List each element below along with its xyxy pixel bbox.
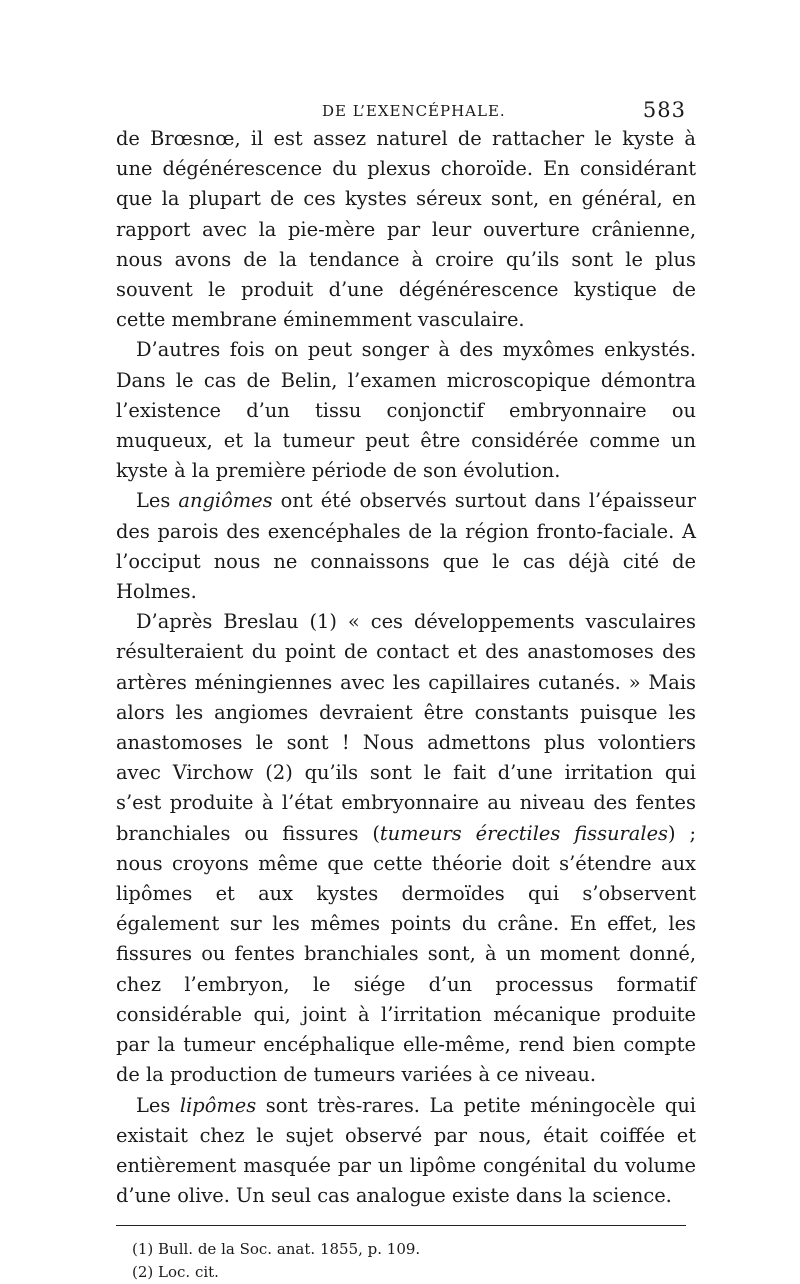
- paragraph-2-text: D’autres fois on peut songer à des myxômes enkystés. Dans le cas de Belin, l’examen microscopique démontra l’existence d’un tissu conjonctif embryonnaire ou muqueux, et la tumeur peut être considérée comme un kyste à la première période de son évolution.: [116, 338, 696, 483]
- paragraph-4: [116, 607, 696, 1090]
- paragraph-2: [116, 335, 696, 486]
- footnotes: [116, 1238, 696, 1284]
- page-number: 583: [642, 98, 686, 122]
- paragraph-4-text-a: D’après Breslau (1) « ces développements vasculaires résulteraient du point de contact et des anastomoses des artères méningiennes avec les capillaires cutanés. » Mais alors les angiomes devraient être constants puisque les anastomoses le sont ! Nous admettons plus volontiers avec Virchow (2) qu’ils sont le fait d’une irritation qui s’est produite à l’état embryonnaire au niveau des fentes branchiales ou fissures (: [116, 610, 696, 845]
- running-title: DE L’EXENCÉPHALE.: [322, 102, 506, 120]
- book-page: [116, 92, 696, 1284]
- term-lipomes: lipômes: [179, 1093, 257, 1117]
- term-tumeurs-erectiles: tumeurs érectiles fissurales: [379, 821, 669, 845]
- page-header: [116, 92, 696, 124]
- paragraph-1: [116, 124, 696, 335]
- paragraph-5-text-a: Les: [136, 1093, 180, 1117]
- paragraph-3-text-b: ont été observés surtout dans l’épaisseur des parois des exencéphales de la région fronto-faciale. A l’occiput nous ne connaissons que le cas déjà cité de Holmes.: [116, 489, 696, 604]
- term-angiomes: angiômes: [178, 489, 273, 513]
- paragraph-5-text-b: sont très-rares. La petite méningocèle qui existait chez le sujet observé par nous, était coiffée et entièrement masquée par un lipôme congénital du volume d’une olive. Un seul cas analogue existe dans la science.: [116, 1093, 697, 1208]
- paragraph-4-text-b: ) ; nous croyons même que cette théorie doit s’étendre aux lipômes et aux kystes dermoïdes qui s’observent également sur les mêmes points du crâne. En effet, les fissures ou fentes branchiales sont, à un moment donné, chez l’embryon, le siége d’un processus formatif considérable qui, joint à l’irritation mécanique produite par la tumeur encéphalique elle-même, rend bien compte de la production de tumeurs variées à ce niveau.: [116, 821, 697, 1087]
- body-text: [116, 124, 696, 1211]
- paragraph-5: [116, 1091, 696, 1212]
- paragraph-3-text-a: Les: [136, 489, 179, 513]
- footnote-1: (1) Bull. de la Soc. anat. 1855, p. 109.: [132, 1240, 421, 1259]
- footnote-2: (2) Loc. cit.: [132, 1263, 219, 1282]
- paragraph-3: [116, 486, 696, 607]
- paragraph-1-text: de Brœsnœ, il est assez naturel de rattacher le kyste à une dégénérescence du plexus choroïde. En considérant que la plupart de ces kystes séreux sont, en général, en rapport avec la pie-mère par leur ouverture crânienne, nous avons de la tendance à croire qu’ils sont le plus souvent le produit d’une dégénérescence kystique de cette membrane éminemment vasculaire.: [116, 127, 696, 332]
- footnote-divider: [116, 1225, 686, 1226]
